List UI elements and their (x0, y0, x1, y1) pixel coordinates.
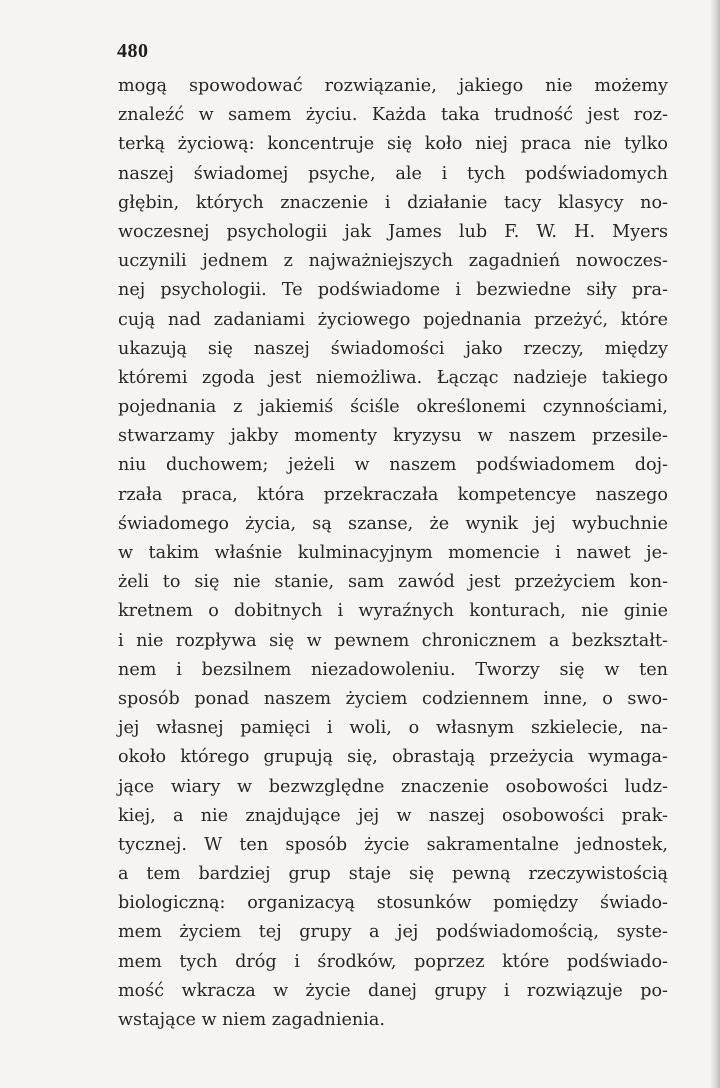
text-line: naszej świadomej psyche, ale i tych podświadomych (118, 163, 668, 184)
text-line: biologiczną: organizacyą stosunków pomiędzy świado- (118, 893, 668, 914)
text-line: uczynili jednem z najważniejszych zagadnień nowoczes- (118, 251, 668, 272)
text-line: żeli to się nie stanie, sam zawód jest przeżyciem kon- (118, 572, 668, 593)
text-line: kiej, a nie znajdujące jej w naszej osobowości prak- (118, 805, 668, 826)
body-text (118, 72, 668, 1035)
page-number: 480 (117, 40, 149, 62)
text-line: wstające w niem zagadnienia. (118, 1010, 385, 1030)
text-line: ukazują się naszej świadomości jako rzeczy, między (118, 338, 668, 359)
text-line: mem tych dróg i środków, poprzez które podświado- (118, 951, 668, 972)
text-line: jące wiary w bezwzględne znaczenie osobowości ludz- (118, 776, 668, 797)
text-line: w takim właśnie kulminacyjnym momencie i nawet je- (118, 543, 668, 563)
text-line: około którego grupują się, obrastają przeżycia wymaga- (118, 747, 668, 768)
text-line: a tem bardziej grup staje się pewną rzeczywistością (118, 864, 668, 885)
text-line: kretnem o dobitnych i wyraźnych konturach, nie ginie (118, 601, 668, 622)
text-line: i nie rozpływa się w pewnem chronicznem a bezkształt- (118, 630, 668, 651)
text-line: nej psychologii. Te podświadome i bezwiedne siły pra- (118, 280, 668, 301)
text-line: nem i bezsilnem niezadowoleniu. Tworzy się w ten (118, 659, 668, 680)
text-line: sposób ponad naszem życiem codziennem inne, o swo- (118, 688, 668, 709)
text-line: pojednania z jakiemiś ściśle określonemi czynnościami, (118, 397, 668, 418)
text-line: tycznej. W ten sposób życie sakramentalne jednostek, (118, 834, 668, 855)
page-edge-shadow (710, 0, 720, 1088)
text-line: stwarzamy jakby momenty kryzysu w naszem przesile- (118, 426, 668, 447)
text-line: cują nad zadaniami życiowego pojednania przeżyć, które (118, 309, 668, 330)
text-line: mogą spowodować rozwiązanie, jakiego nie możemy (118, 76, 668, 96)
text-line: niu duchowem; jeżeli w naszem podświadomem doj- (118, 455, 668, 476)
text-line: któremi zgoda jest niemożliwa. Łącząc nadzieje takiego (118, 367, 668, 388)
text-line: świadomego życia, są szanse, że wynik jej wybuchnie (118, 513, 668, 534)
text-line: terką życiową: koncentruje się koło niej praca nie tylko (118, 134, 668, 155)
text-line: głębin, których znaczenie i działanie tacy klasycy no- (118, 192, 668, 213)
text-line: mem życiem tej grupy a jej podświadomością, syste- (118, 922, 668, 943)
text-line: rzała praca, która przekraczała kompetencye naszego (118, 484, 668, 505)
text-line: mość wkracza w życie danej grupy i rozwiązuje po- (118, 980, 668, 1001)
text-line: jej własnej pamięci i woli, o własnym szkielecie, na- (118, 718, 668, 739)
text-line: znaleźć w samem życiu. Każda taka trudność jest roz- (118, 105, 668, 126)
text-line: woczesnej psychologii jak James lub F. W. H. Myers (118, 221, 668, 242)
